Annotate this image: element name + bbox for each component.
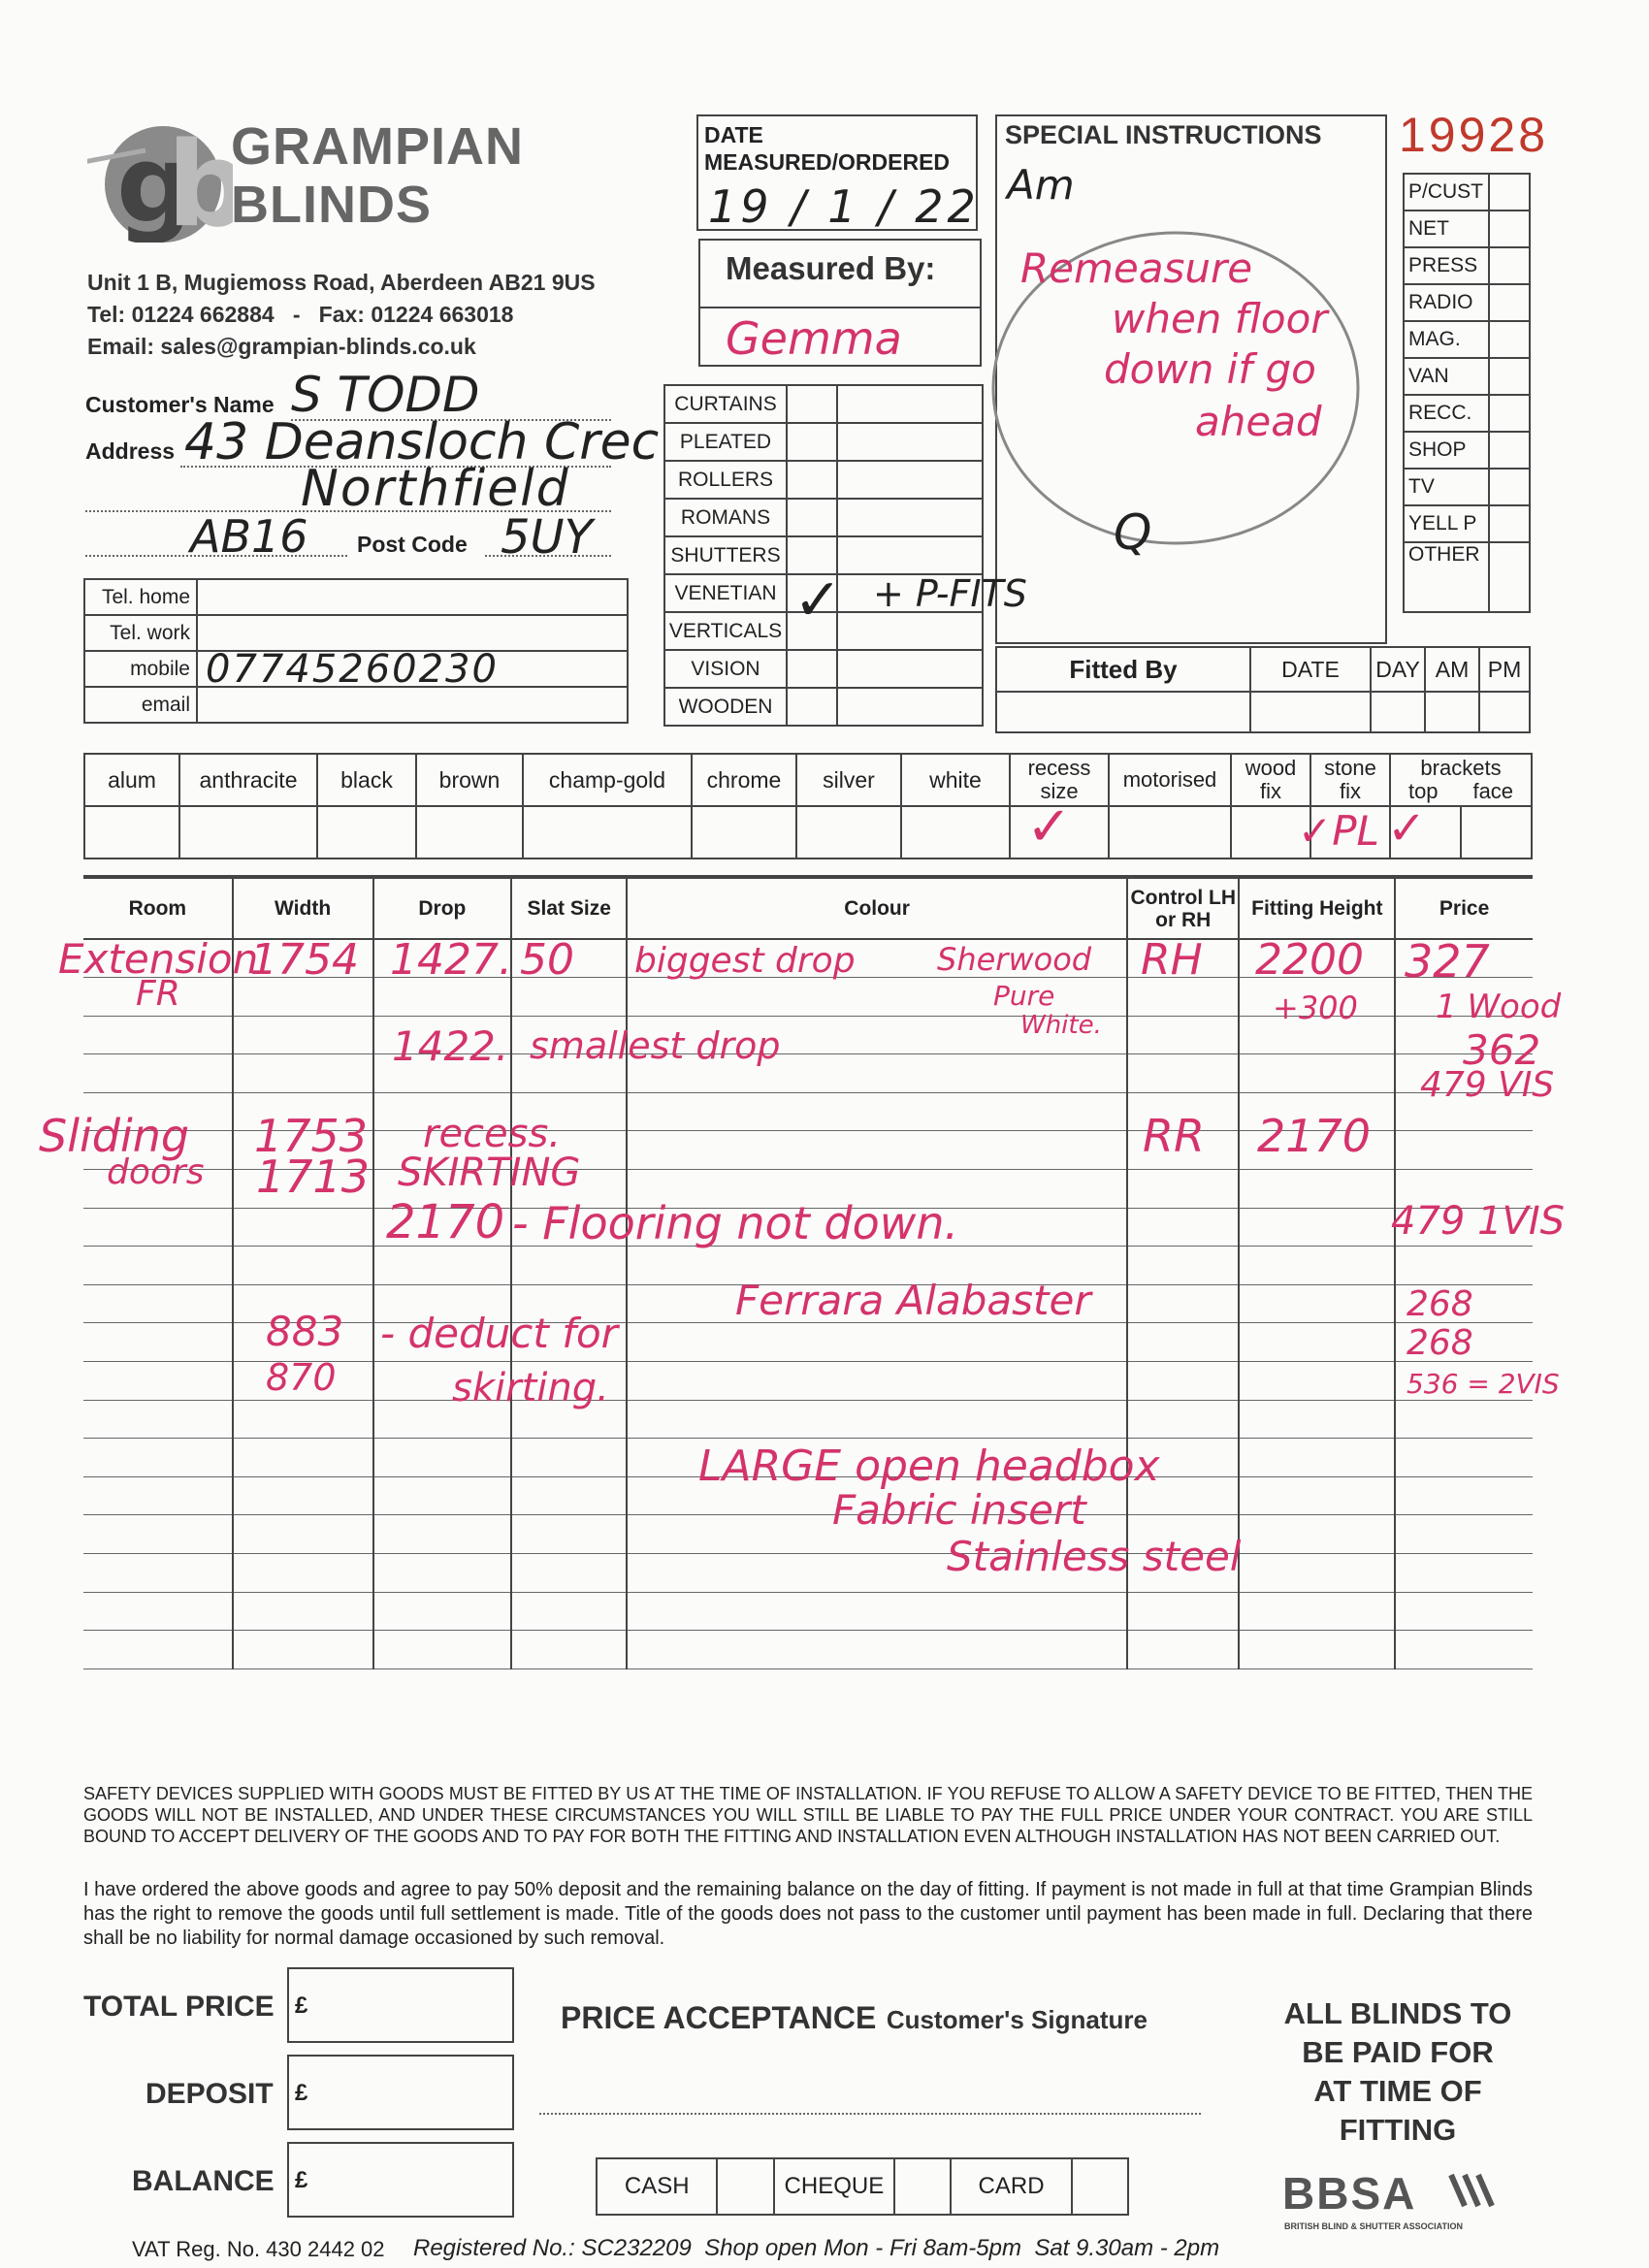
order-cell[interactable] [83,1054,233,1093]
note-headbox: LARGE open headbox [698,1442,1160,1491]
row3-width: 1753 [254,1110,369,1162]
order-cell[interactable] [1127,1362,1239,1401]
order-cell[interactable] [1239,1476,1395,1515]
svg-text:b: b [167,118,233,243]
order-cell[interactable] [373,1476,512,1515]
product-type-checkbox[interactable] [787,650,837,688]
source-checkbox[interactable] [1489,358,1530,395]
measured-by-value: Gemma [726,312,902,365]
order-cell[interactable] [627,1362,1127,1401]
order-cell[interactable] [1127,1284,1239,1323]
source-checkbox[interactable] [1489,321,1530,358]
row8-width-note: skirting. [452,1366,609,1410]
source-checkbox[interactable] [1489,432,1530,469]
all-blinds-notice [1240,1994,1556,2150]
order-cell[interactable] [1239,1362,1395,1401]
deposit-field[interactable] [287,2055,514,2130]
order-cell[interactable] [83,1476,233,1515]
venetian-note: + P-FITS [873,572,1027,615]
order-cell[interactable] [83,1208,233,1247]
source-checkbox[interactable] [1489,469,1530,505]
price-acceptance-label: PRICE ACCEPTANCE [561,2000,877,2035]
price-acceptance [561,2000,1148,2036]
row1-drop: 1427. [390,935,512,985]
order-cell[interactable] [511,1631,627,1669]
order-cell[interactable] [1239,1247,1395,1285]
order-cell[interactable] [373,1247,512,1285]
row4-width: 1713 [256,1150,371,1203]
row4-width-note: SKIRTING [398,1150,581,1195]
row8-price: 536 = 2VIS [1406,1368,1560,1400]
company-name-line2: BLINDS [231,176,432,234]
source-item: MAG. [1404,321,1489,358]
address-line-1: 43 Deansloch Crec [184,413,660,471]
product-type-label: PLEATED [664,423,787,461]
all-blinds-line-3: AT TIME OF [1313,2074,1482,2108]
fitted-date-label: DATE [1250,647,1371,692]
agreement-terms: I have ordered the above goods and agree to pay 50% deposit and the remaining balance on the day of fitting. If payment is not made in full at that time Grampian Blinds has the right to remove the goods until full settlement is made. Title of the goods does not pass to the customer until payment has been made in full. Declaring that there shall be no liability for normal damage occasioned by such removal. [83,1879,1533,1949]
order-column-header: Width [233,879,373,939]
order-cell[interactable] [1127,1170,1239,1209]
all-blinds-line-2: BE PAID FOR [1302,2035,1494,2069]
signature-line[interactable] [539,2113,1201,2115]
row7-width-note: - deduct for [380,1310,618,1357]
order-cell[interactable] [1127,1400,1239,1439]
order-cell[interactable] [627,1323,1127,1362]
colour-option-checkbox[interactable] [416,806,523,859]
fix-option-label: recess size [1010,754,1109,806]
order-column-header: Price [1395,879,1533,939]
order-cell[interactable] [83,1592,233,1631]
source-checkbox[interactable] [1489,395,1530,432]
special-instructions-box [995,114,1387,644]
vat-number: VAT Reg. No. 430 2442 02 [132,2237,385,2261]
deposit-label: DEPOSIT [146,2078,274,2110]
source-item: PRESS [1404,247,1489,284]
source-item: OTHER [1404,542,1489,612]
company-email: Email: sales@grampian-blinds.co.uk [87,334,476,359]
order-cell[interactable] [83,1439,233,1477]
special-note-4: ahead [1195,398,1322,445]
postcode: 5UY [501,510,593,565]
colour-option-label: anthracite [179,754,317,806]
colour-option-checkbox[interactable] [84,806,179,859]
fitted-am-label: AM [1425,647,1479,692]
row3-room: Sliding [39,1110,190,1162]
order-row [83,1631,1533,1669]
source-checkbox[interactable] [1489,505,1530,542]
bbsa-logo: BBSA [1282,2168,1417,2219]
product-type-label: CURTAINS [664,385,787,423]
source-item: VAN [1404,358,1489,395]
product-type-note [837,385,983,423]
order-cell[interactable] [1395,1476,1533,1515]
phone-table [83,578,629,724]
address-line-3: AB16 [190,510,308,563]
row1-slat: 50 [520,935,574,985]
note-fabric: Fabric insert [832,1486,1086,1534]
order-cell[interactable] [1127,1208,1239,1247]
total-price-label: TOTAL PRICE [83,1991,275,2023]
colour-option-checkbox[interactable] [692,806,796,859]
brackets-cell [1390,754,1532,806]
order-cell[interactable] [373,1515,512,1554]
product-type-note [837,536,983,574]
order-cell[interactable] [1395,1131,1533,1170]
row2-price: 362 [1463,1026,1541,1074]
all-blinds-line-1: ALL BLINDS TO [1283,1996,1512,2030]
source-checkbox[interactable] [1489,284,1530,321]
order-cell[interactable] [511,1247,627,1285]
order-cell[interactable] [1395,1439,1533,1477]
order-cell[interactable] [1239,1631,1395,1669]
address-line-2: Northfield [301,460,570,518]
brackets-face-label: face [1472,779,1514,803]
source-item: RECC. [1404,395,1489,432]
order-cell[interactable] [1239,1554,1395,1593]
date-label: DATE [704,122,763,147]
fitted-by-table [995,646,1531,733]
row1-colour-d: White. [1020,1011,1102,1040]
order-column-header: Fitting Height [1239,879,1395,939]
product-type-note [837,423,983,461]
order-cell[interactable] [1127,1016,1239,1054]
row7-price: 268 [1406,1323,1473,1363]
order-cell[interactable] [511,1439,627,1477]
product-type-checkbox[interactable] [787,688,837,726]
colour-option-label: white [901,754,1010,806]
note-steel: Stainless steel [947,1533,1242,1580]
order-cell[interactable] [1395,1247,1533,1285]
order-column-header: Slat Size [511,879,627,939]
product-type-checkbox[interactable] [787,461,837,499]
bbsa-stripes [1445,2173,1504,2208]
signature-label: Customer's Signature [886,2005,1148,2034]
all-blinds-line-4: FITTING [1339,2113,1457,2147]
order-cell[interactable] [83,1515,233,1554]
order-row [83,1592,1533,1631]
row3-width-note: recess. [423,1112,562,1156]
order-cell[interactable] [83,1284,233,1323]
row1-height: 2200 [1255,935,1364,985]
balance-label: BALANCE [132,2165,275,2197]
order-cell[interactable] [627,1131,1127,1170]
order-cell[interactable] [1395,1554,1533,1593]
order-row [83,1054,1533,1093]
order-cell[interactable] [83,1016,233,1054]
source-item: SHOP [1404,432,1489,469]
order-cell[interactable] [1127,1323,1239,1362]
product-type-note [837,499,983,536]
phone-value[interactable] [197,579,628,615]
registered-info: Registered No.: SC232209 Shop open Mon - Fri 8am-5pm Sat 9.30am - 2pm [413,2235,1220,2261]
order-cell[interactable] [373,1554,512,1593]
row1-width: 1754 [250,935,359,985]
order-cell[interactable] [233,1247,373,1285]
svg-text:g: g [116,122,193,243]
fix-option-checkbox[interactable] [1109,806,1231,859]
date-label-2: MEASURED/ORDERED [704,149,951,175]
brackets-face-checkbox[interactable] [1461,806,1532,859]
measured-by-box [698,239,982,367]
order-cell[interactable] [1127,1592,1239,1631]
product-type-label: WOODEN [664,688,787,726]
brackets-top-label: top [1407,779,1439,803]
company-logo [87,116,233,243]
order-cell[interactable] [1239,1439,1395,1477]
order-cell[interactable] [1395,1400,1533,1439]
order-column-header: Control LH or RH [1127,879,1239,939]
product-type-label: ROMANS [664,499,787,536]
order-cell[interactable] [373,1439,512,1477]
fix-option-label: motorised [1109,754,1231,806]
date-value: 19 / 1 / 22 [708,180,980,233]
order-cell[interactable] [1239,1323,1395,1362]
company-tel: Tel: 01224 662884 - Fax: 01224 663018 [87,302,514,327]
order-cell[interactable] [233,1208,373,1247]
address-label: Address [85,438,176,464]
product-type-label: VISION [664,650,787,688]
measured-by-label: Measured By: [726,250,936,286]
product-type-checkbox[interactable] [787,499,837,536]
order-cell[interactable] [233,1554,373,1593]
fitted-day-label: DAY [1371,647,1425,692]
recess-check: ✓ [1026,795,1072,859]
row1-colour-c: Pure [993,980,1055,1012]
phone-value[interactable] [197,615,628,651]
product-type-note [837,461,983,499]
source-item: NET [1404,211,1489,247]
phone-value[interactable] [197,687,628,723]
row1-room: Extension [58,935,259,983]
order-cell[interactable] [83,1400,233,1439]
row1-colour-b: Sherwood [937,941,1092,978]
safety-terms: SAFETY DEVICES SUPPLIED WITH GOODS MUST BE FITTED BY US AT THE TIME OF INSTALLATION. IF YOU REFUSE TO ALLOW A SAFETY DEVICE TO BE FITTED, THEN THE GOODS WILL NOT BE INSTALLED, AND UNDER THESE CIRCUMSTANCES YOU WILL STILL BE LIABLE TO PAY THE FULL PRICE UNDER YOUR CONTRACT. YOU ARE STILL BOUND TO ACCEPT DELIVERY OF THE GOODS AND TO PAY FOR BOTH THE FITTING AND INSTALLATION EVEN ALTHOUGH INSTALLATION HAS NOT BEEN CARRIED OUT. [83,1784,1533,1846]
company-address: Unit 1 B, Mugiemoss Road, Aberdeen AB21 9US [87,270,596,295]
order-cell[interactable] [1395,1515,1533,1554]
order-row [83,1515,1533,1554]
order-cell[interactable] [233,1592,373,1631]
order-cell[interactable] [627,1400,1127,1439]
row1-price: 327 [1405,935,1490,988]
row7-width: 883 [266,1308,344,1355]
order-cell[interactable] [511,1476,627,1515]
bbsa-sub: BRITISH BLIND & SHUTTER ASSOCIATION [1284,2221,1463,2231]
source-item: RADIO [1404,284,1489,321]
row1-colour: biggest drop [634,941,856,981]
order-cell[interactable] [1239,1515,1395,1554]
product-type-note [837,650,983,688]
order-cell[interactable] [233,1400,373,1439]
order-cell[interactable] [511,1592,627,1631]
row6-colour: Ferrara Alabaster [735,1277,1091,1324]
phone-label: Tel. work [84,615,197,651]
balance-currency: £ [295,2167,308,2193]
row8-width: 870 [266,1356,337,1399]
order-column-header: Colour [627,879,1127,939]
phone-label: mobile [84,651,197,687]
special-note-3: down if go [1104,345,1316,393]
colour-option-checkbox[interactable] [523,806,692,859]
payment-method-label: CARD [951,2158,1071,2215]
order-cell[interactable] [1127,1631,1239,1669]
special-q: Q [1114,504,1152,561]
fix-option-label: stone fix [1310,754,1390,806]
source-list [1403,173,1531,613]
colour-option-checkbox[interactable] [796,806,901,859]
order-cell[interactable] [233,1054,373,1093]
row2-drop: 1422. [392,1022,509,1070]
phone-label: Tel. home [84,579,197,615]
order-cell[interactable] [627,1092,1127,1131]
order-cell[interactable] [511,1515,627,1554]
stone-fix-check: ✓PL [1298,807,1379,855]
order-cell[interactable] [1239,1592,1395,1631]
payment-method-checkbox[interactable] [894,2158,951,2215]
order-number: 19928 [1399,108,1549,162]
order-cell[interactable] [627,1592,1127,1631]
order-cell[interactable] [1239,1054,1395,1093]
special-note-1: Remeasure [1020,244,1253,292]
order-cell[interactable] [1127,1054,1239,1093]
phone-label: email [84,687,197,723]
product-type-label: SHUTTERS [664,536,787,574]
product-type-checkbox[interactable] [787,385,837,423]
order-cell[interactable] [83,1323,233,1362]
source-checkbox[interactable] [1489,174,1530,211]
product-type-note [837,612,983,650]
order-cell[interactable] [1127,1247,1239,1285]
product-type-label: VERTICALS [664,612,787,650]
source-checkbox[interactable] [1489,211,1530,247]
balance-field[interactable] [287,2142,514,2218]
order-cell[interactable] [1395,1631,1533,1669]
order-cell[interactable] [1395,1592,1533,1631]
source-checkbox[interactable] [1489,542,1530,612]
row1-room-b: FR [136,974,180,1014]
row1-control: RH [1141,935,1203,985]
colour-option-label: brown [416,754,523,806]
special-instructions-label: SPECIAL INSTRUCTIONS [1005,120,1322,149]
phone-value[interactable]: 07745260230 [197,651,628,687]
row3-room-b: doors [107,1152,205,1192]
order-row [83,1554,1533,1593]
order-cell[interactable] [233,1439,373,1477]
order-cell[interactable] [233,1476,373,1515]
order-cell[interactable] [1239,1208,1395,1247]
total-price-field[interactable] [287,1967,514,2043]
order-column-header: Drop [373,879,512,939]
product-type-label: VENETIAN [664,574,787,612]
order-cell[interactable] [1239,1400,1395,1439]
customer-name: S TODD [291,367,480,423]
payment-method-label: CASH [597,2158,717,2215]
row5-price: 479 1VIS [1391,1199,1566,1244]
deposit-currency: £ [295,2080,308,2106]
order-cell[interactable] [233,1515,373,1554]
row6-price: 268 [1406,1284,1473,1324]
row5-drop: 2170 [386,1195,505,1249]
colour-option-label: alum [84,754,179,806]
row5-drop-note: - Flooring not down. [512,1197,959,1249]
order-cell[interactable] [233,1016,373,1054]
order-cell[interactable] [83,1554,233,1593]
order-cell[interactable] [627,1631,1127,1669]
row2-drop-note: smallest drop [530,1024,781,1067]
fitted-by-label: Fitted By [996,647,1250,692]
special-am: Am [1007,161,1075,209]
logo-mark [87,116,233,243]
company-name-line1: GRAMPIAN [231,117,524,176]
colour-option-label: chrome [692,754,796,806]
source-item: YELL P [1404,505,1489,542]
payment-method-checkbox[interactable] [717,2158,773,2215]
colour-option-label: silver [796,754,901,806]
order-cell[interactable] [83,1247,233,1285]
venetian-check: ✓ [793,567,843,634]
order-cell[interactable] [373,1631,512,1669]
fix-option-label: wood fix [1231,754,1310,806]
order-cell[interactable] [83,1362,233,1401]
special-note-2: when floor [1112,295,1328,342]
brackets-label: brackets [1420,756,1502,780]
row3-control: RR [1143,1110,1205,1162]
order-cell[interactable] [1239,1170,1395,1209]
row1-price-b: 1 Wood [1436,988,1562,1026]
product-type-table [663,384,984,727]
colour-option-checkbox[interactable] [179,806,317,859]
postcode-label: Post Code [357,532,468,557]
source-item: TV [1404,469,1489,505]
order-cell[interactable] [511,1554,627,1593]
order-cell[interactable] [233,1631,373,1669]
colour-option-label: black [317,754,416,806]
date-box [696,114,978,231]
order-row [83,1400,1533,1439]
product-type-checkbox[interactable] [787,423,837,461]
payment-method-label: CHEQUE [774,2158,894,2215]
order-cell[interactable] [1239,1284,1395,1323]
colour-option-checkbox[interactable] [317,806,416,859]
order-column-header: Room [83,879,233,939]
product-type-label: ROLLERS [664,461,787,499]
payment-method-checkbox[interactable] [1072,2158,1128,2215]
fitted-pm-label: PM [1479,647,1530,692]
payment-method-table [596,2157,1129,2216]
source-checkbox[interactable] [1489,247,1530,284]
top-check: ✓ [1387,801,1427,856]
source-item: P/CUST [1404,174,1489,211]
order-cell[interactable] [373,1592,512,1631]
row2-price-b: 479 VIS [1420,1065,1555,1105]
colour-option-checkbox[interactable] [901,806,1010,859]
product-type-note [837,688,983,726]
colour-option-label: champ-gold [523,754,692,806]
row1-height-b: +300 [1273,989,1358,1026]
order-cell[interactable] [83,1631,233,1669]
total-currency: £ [295,1993,308,2019]
customer-name-label: Customer's Name [85,392,275,417]
row3-height: 2170 [1257,1110,1372,1162]
